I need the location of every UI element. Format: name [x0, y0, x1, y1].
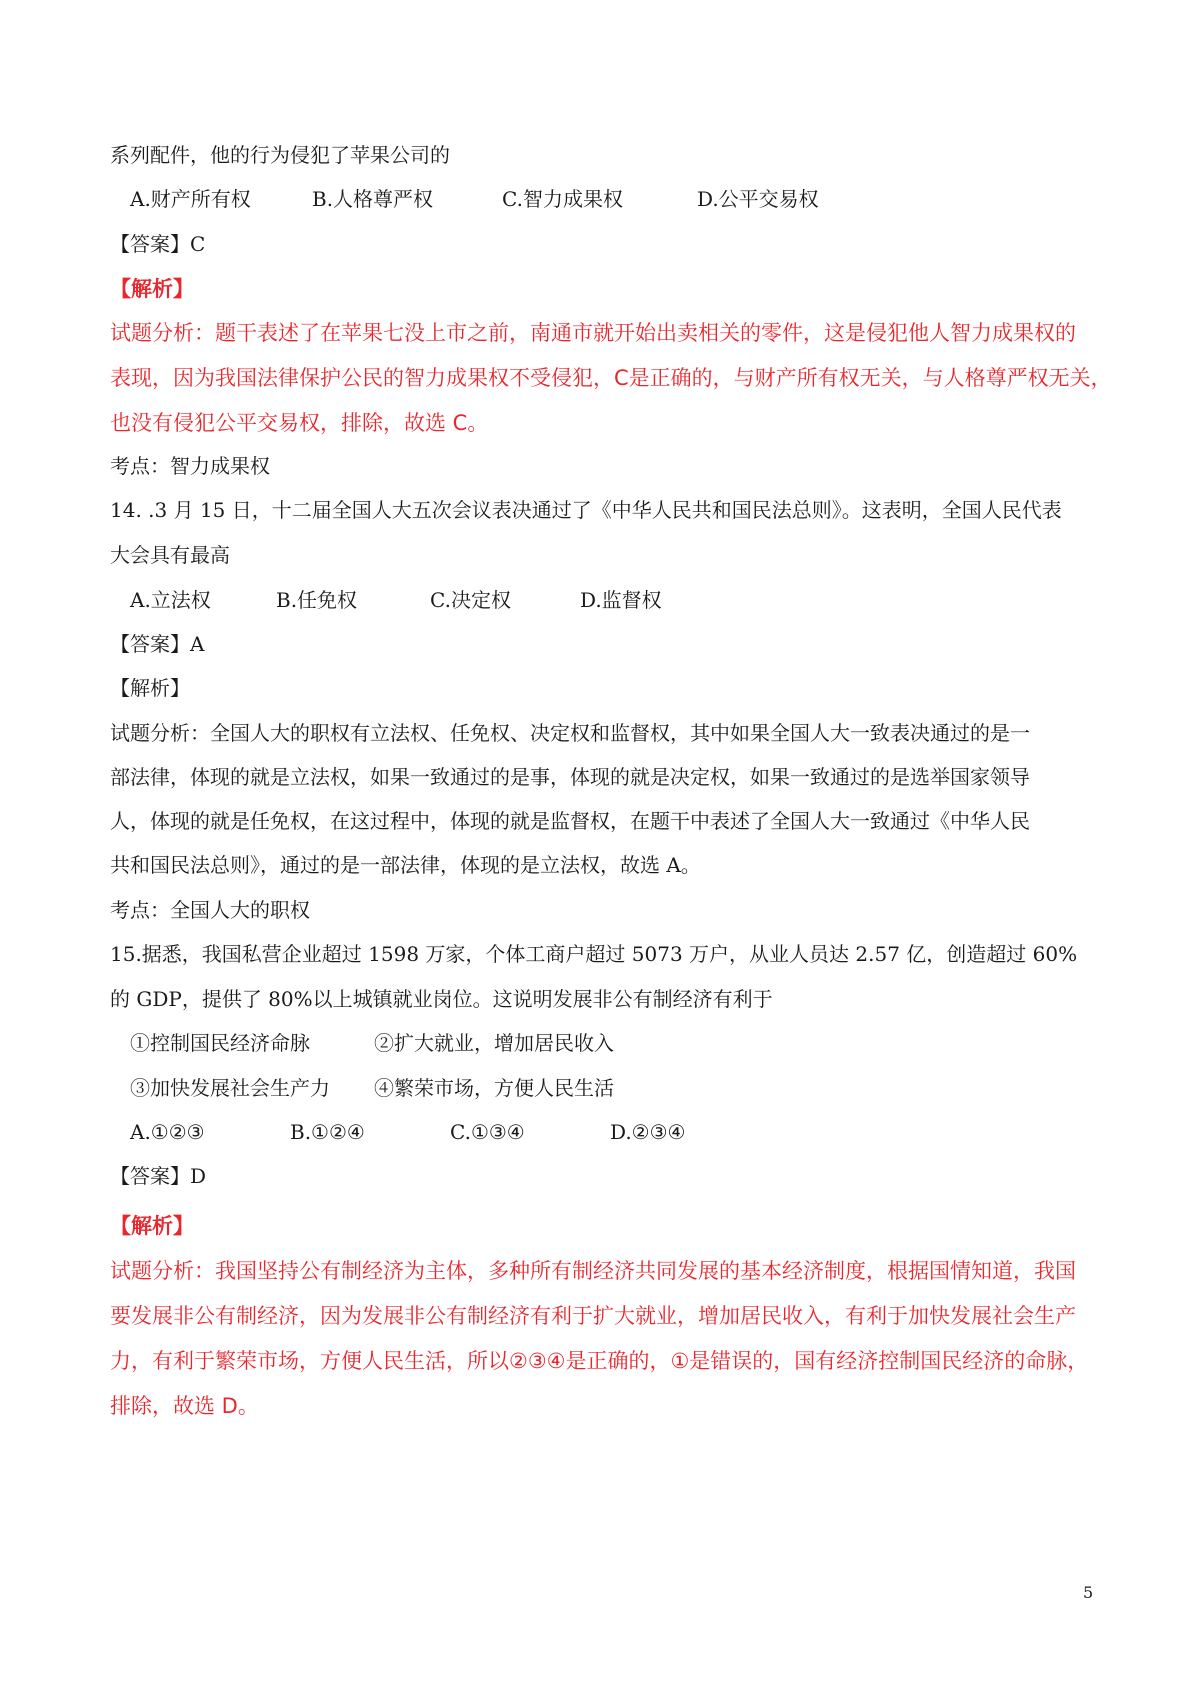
q15-answer: 【答案】D: [110, 1164, 207, 1188]
page-number: 5: [1083, 1583, 1094, 1602]
q13-stem: 系列配件，他的行为侵犯了苹果公司的: [110, 143, 450, 167]
q13-analysis-line-3: 也没有侵犯公平交易权，排除，故选 C。: [110, 411, 489, 435]
q15-item-3: ③加快发展社会生产力: [130, 1076, 330, 1100]
q15-analysis-line-2: 要发展非公有制经济，因为发展非公有制经济有利于扩大就业，增加居民收入，有利于加快发展社会生产: [110, 1304, 1076, 1328]
q15-item-4: ④繁荣市场，方便人民生活: [374, 1076, 614, 1100]
q14-analysis-line-4: 共和国民法总则》，通过的是一部法律，体现的是立法权，故选 A。: [110, 853, 701, 877]
q15-analysis-line-1: 试题分析：我国坚持公有制经济为主体，多种所有制经济共同发展的基本经济制度，根据国情知道，我国: [110, 1259, 1076, 1283]
q14-kaodian: 考点：全国人大的职权: [110, 898, 310, 922]
q15-option-b: B.①②④: [290, 1120, 365, 1144]
q13-analysis-line-2: 表现，因为我国法律保护公民的智力成果权不受侵犯，C是正确的，与财产所有权无关，与人格尊严权无关，: [110, 366, 1112, 390]
q13-option-b: B.人格尊严权: [312, 187, 434, 211]
q15-analysis-line-4: 排除，故选 D。: [110, 1394, 259, 1418]
q14-analysis-line-2: 部法律，体现的就是立法权，如果一致通过的是事，体现的就是决定权，如果一致通过的是选举国家领导: [110, 765, 1030, 789]
q15-option-a: A.①②③: [130, 1120, 205, 1144]
q13-option-c: C.智力成果权: [502, 187, 623, 211]
q15-item-2: ②扩大就业，增加居民收入: [374, 1031, 614, 1055]
q15-stem-line-2: 的 GDP，提供了 80%以上城镇就业岗位。这说明发展非公有制经济有利于: [110, 987, 773, 1011]
q13-analysis-title: 【解析】: [110, 277, 194, 301]
q14-analysis-line-1: 试题分析：全国人大的职权有立法权、任免权、决定权和监督权，其中如果全国人大一致表决通过的是一: [110, 721, 1030, 745]
q14-answer: 【答案】A: [110, 632, 205, 656]
q15-stem-line-1: 15.据悉，我国私营企业超过 1598 万家，个体工商户超过 5073 万户，从业人员达 2.57 亿，创造超过 60%: [110, 942, 1078, 966]
q13-answer: 【答案】C: [110, 232, 206, 256]
q13-option-d: D.公平交易权: [697, 187, 819, 211]
q15-option-d: D.②③④: [610, 1120, 686, 1144]
q13-analysis-line-1: 试题分析：题干表述了在苹果七没上市之前，南通市就开始出卖相关的零件，这是侵犯他人智力成果权的: [110, 321, 1076, 345]
q14-option-d: D.监督权: [580, 588, 662, 612]
q14-stem-line-1: 14. .3 月 15 日，十二届全国人大五次会议表决通过了《中华人民共和国民法总则》。这表明，全国人民代表: [110, 498, 1062, 522]
q14-analysis-title: 【解析】: [110, 676, 190, 700]
q13-kaodian: 考点：智力成果权: [110, 454, 270, 478]
q14-option-c: C.决定权: [430, 588, 511, 612]
q14-stem-line-2: 大会具有最高: [110, 543, 230, 567]
q15-option-c: C.①③④: [450, 1120, 525, 1144]
q15-analysis-title: 【解析】: [110, 1214, 194, 1238]
q13-option-a: A.财产所有权: [130, 187, 251, 211]
q14-analysis-line-3: 人，体现的就是任免权，在这过程中，体现的就是监督权，在题干中表述了全国人大一致通过《中华人民: [110, 809, 1030, 833]
q14-option-b: B.任免权: [276, 588, 358, 612]
q14-option-a: A.立法权: [130, 588, 211, 612]
q15-item-1: ①控制国民经济命脉: [130, 1031, 310, 1055]
q15-analysis-line-3: 力，有利于繁荣市场，方便人民生活，所以②③④是正确的，①是错误的，国有经济控制国民经济的命脉，: [110, 1349, 1089, 1373]
